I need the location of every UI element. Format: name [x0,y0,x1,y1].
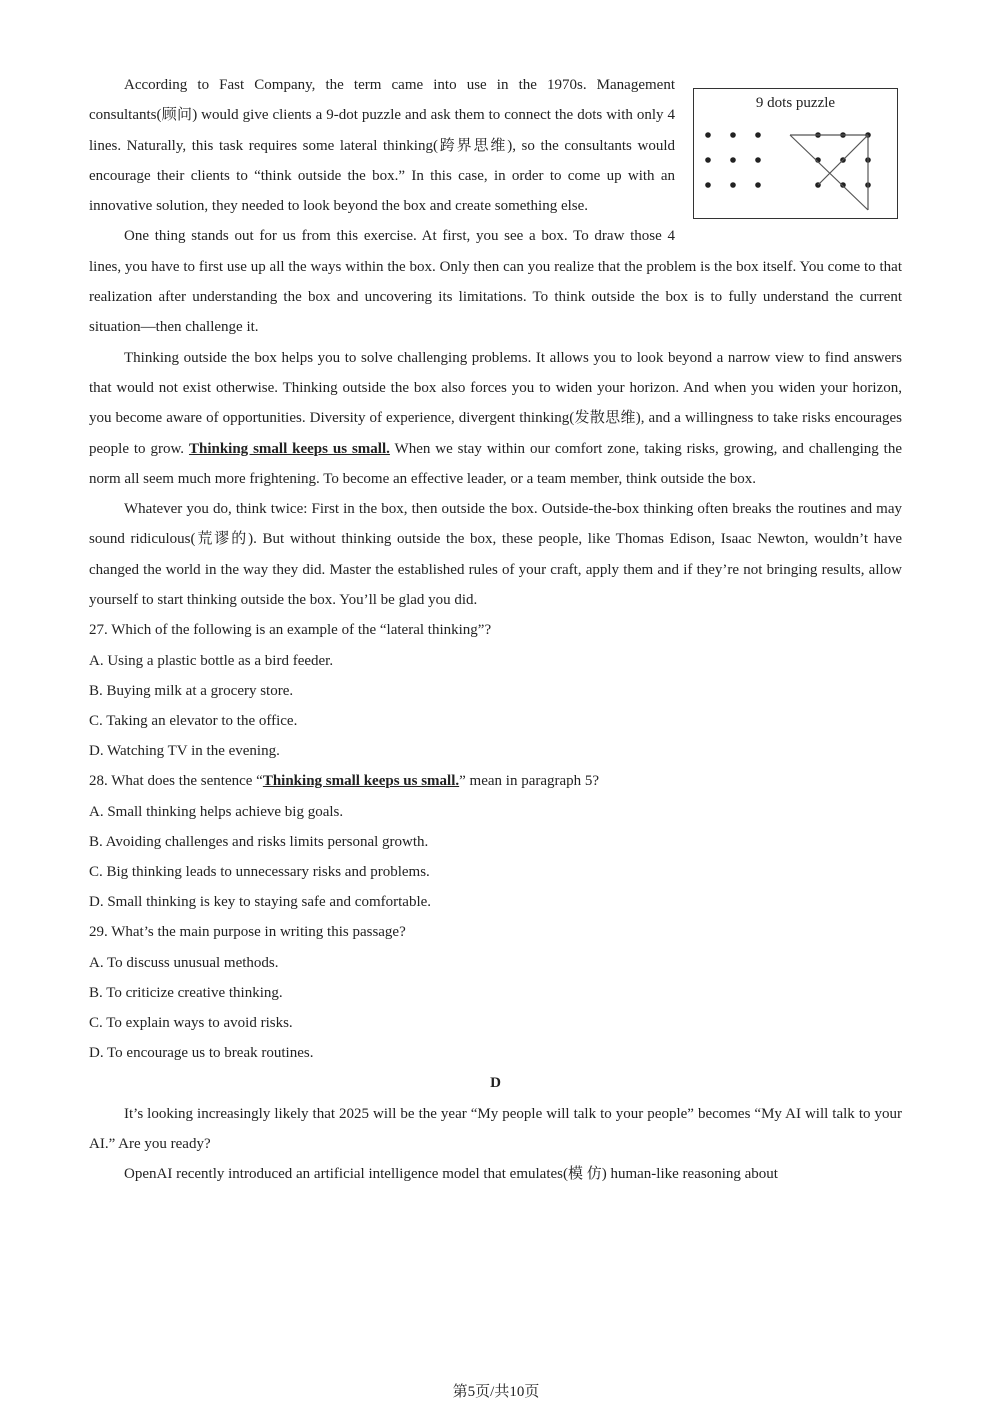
paragraph: One thing stands out for us from this exercise. At first, you see a box. To draw those 4 lines, you have to first use up all the ways within the box. Only then can you realize that the problem is the box itself. You come to that realization after understanding the box and uncovering its limitations. To think outside the box is to fully understand the current situation—then challenge it. [89,228,902,336]
document-page [89,70,902,1190]
question-text: 28. What does the sentence “ [89,773,263,790]
answer-option[interactable]: A. Using a plastic bottle as a bird feeder. [89,652,334,669]
answer-option[interactable]: C. Big thinking leads to unnecessary risks and problems. [89,863,430,880]
dot [705,182,711,188]
answer-option[interactable]: B. To criticize creative thinking. [89,984,283,1001]
nine-dots-puzzle-figure [693,88,898,219]
solution-lines [790,135,868,210]
dot [730,157,736,163]
paragraph: According to Fast Company, the term came into use in the 1970s. Management consultants(顾问) would give clients a 9-dot puzzle and ask them to connect the dots with only 4 lines. Naturally, this task requires some lateral thinking(跨界思维), so the consultants would encourage their clients to “think outside the box.” In this case, in order to come up with an innovative solution, they needed to look beyond the box and create something else. [89,77,675,215]
dot [840,182,846,188]
answer-option[interactable]: B. Avoiding challenges and risks limits personal growth. [89,833,429,850]
answer-option[interactable]: C. Taking an elevator to the office. [89,712,298,729]
paragraph: Whatever you do, think twice: First in the box, then outside the box. Outside-the-box thinking often breaks the routines and may sound ridiculous(荒谬的). But without thinking outside the box, these people, like Thomas Edison, Isaac Newton, wouldn’t have changed the world in the way they did. Master the established rules of your craft, apply them and if they’re not bringing results, allow yourself to start thinking outside the box. You’ll be glad you did. [89,501,902,609]
paragraph: It’s looking increasingly likely that 2025 will be the year “My people will talk to your people” becomes “My AI will talk to your AI.” Are you ready? [89,1105,902,1152]
answer-option[interactable]: A. To discuss unusual methods. [89,954,279,971]
answer-option[interactable]: D. Watching TV in the evening. [89,743,280,760]
underlined-sentence: Thinking small keeps us small. [188,440,390,457]
answer-option[interactable]: B. Buying milk at a grocery store. [89,682,294,699]
dot [730,182,736,188]
dot [730,132,736,138]
underlined-sentence: Thinking small keeps us small. [262,773,460,790]
paragraph [89,343,902,494]
page-number-footer: 第5页/共10页 [452,1384,540,1400]
answer-option[interactable]: C. To explain ways to avoid risks. [89,1014,293,1031]
question-stem [89,766,902,796]
paragraph: OpenAI recently introduced an artificial intelligence model that emulates(模 仿) human-like reasoning about [124,1166,778,1183]
figure-title: 9 dots puzzle [755,95,836,111]
question-stem: 29. What’s the main purpose in writing this passage? [89,924,406,941]
question-text: ” mean in paragraph 5? [459,773,600,790]
unsolved-dot-grid [705,132,761,188]
dot [755,132,761,138]
section-heading: D [490,1075,501,1092]
question-stem: 27. Which of the following is an example of the “lateral thinking”? [89,622,492,639]
answer-option[interactable]: A. Small thinking helps achieve big goals. [89,803,344,820]
dot [755,157,761,163]
answer-option[interactable]: D. Small thinking is key to staying safe and comfortable. [89,894,432,911]
paragraph-text: Thinking outside the box helps you to solve challenging problems. It allows you to look beyond a narrow view to find answers that would not exist otherwise. Thinking outside the box also forces you to widen your horizon. And when you widen your horizon, you become aware of opportunities. Diversity of experience, divergent thinking(发散思维), and a willingness to take risks encourages people to grow. [89,349,902,457]
dot [755,182,761,188]
paragraph-text: When we stay within our comfort zone, taking risks, growing, and challenging the norm all seem much more frightening. To become an effective leader, or a team member, think outside the box. [89,440,903,487]
answer-option[interactable]: D. To encourage us to break routines. [89,1045,314,1062]
dot [705,157,711,163]
solution-line [818,135,868,185]
dot [705,132,711,138]
passage-c-opening [89,70,902,221]
